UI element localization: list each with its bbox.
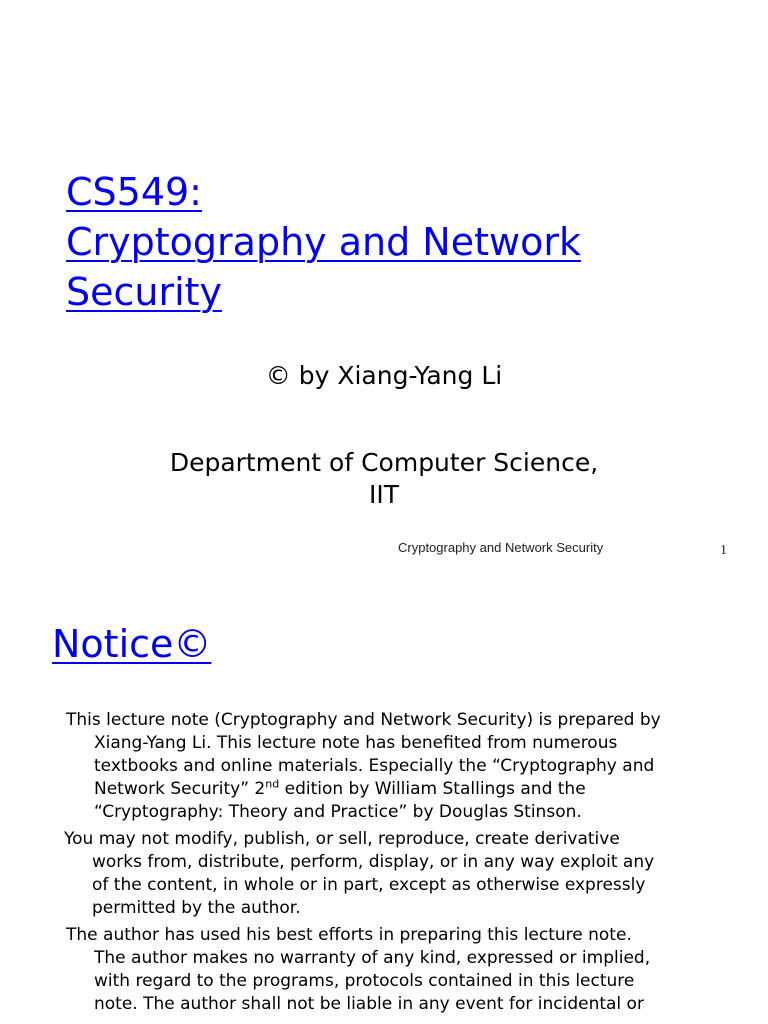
author-line: © by Xiang-Yang Li bbox=[265, 361, 503, 390]
department-line-2: IIT bbox=[368, 480, 400, 509]
paragraph-line: “Cryptography: Theory and Practice” by Douglas Stinson. bbox=[94, 802, 582, 822]
paragraph-line: This lecture note (Cryptography and Network Security) is prepared by bbox=[66, 710, 661, 730]
paragraph-line: of the content, in whole or in part, except as otherwise expressly bbox=[92, 875, 646, 895]
paragraph-line-part: edition by William Stallings and the bbox=[279, 779, 586, 799]
paragraph-line: The author has used his best efforts in preparing this lecture note. bbox=[66, 925, 632, 945]
paragraph-line: You may not modify, publish, or sell, reproduce, create derivative bbox=[64, 829, 620, 849]
paragraph-line: The author makes no warranty of any kind, expressed or implied, bbox=[94, 948, 651, 968]
slide-footer-text: Cryptography and Network Security bbox=[398, 540, 604, 555]
department-line-1: Department of Computer Science, bbox=[169, 448, 599, 477]
paragraph-line: Xiang-Yang Li. This lecture note has benefited from numerous bbox=[94, 733, 618, 753]
page-number: 1 bbox=[720, 543, 727, 558]
superscript: nd bbox=[265, 777, 280, 791]
slide-title-line-3[interactable]: Security bbox=[66, 270, 223, 314]
slide-2 bbox=[0, 580, 768, 1024]
paragraph-line: permitted by the author. bbox=[92, 898, 301, 918]
slide-title-line-1[interactable]: CS549: bbox=[66, 170, 202, 214]
notice-paragraph-1 bbox=[66, 709, 756, 824]
paragraph-line: note. The author shall not be liable in any event for incidental or bbox=[94, 994, 644, 1014]
paragraph-line: textbooks and online materials. Especially the “Cryptography and bbox=[94, 756, 655, 776]
paragraph-line bbox=[66, 778, 756, 801]
notice-paragraph-3 bbox=[66, 924, 756, 1016]
paragraph-line-part: Network Security” 2 bbox=[94, 779, 266, 799]
paragraph-line: works from, distribute, perform, display, or in any way exploit any bbox=[92, 852, 655, 872]
notice-title[interactable]: Notice© bbox=[52, 622, 212, 666]
slide-title-line-2[interactable]: Cryptography and Network bbox=[66, 220, 581, 264]
department bbox=[0, 447, 768, 511]
paragraph-line: with regard to the programs, protocols contained in this lecture bbox=[94, 971, 635, 991]
notice-paragraph-2 bbox=[64, 828, 754, 920]
